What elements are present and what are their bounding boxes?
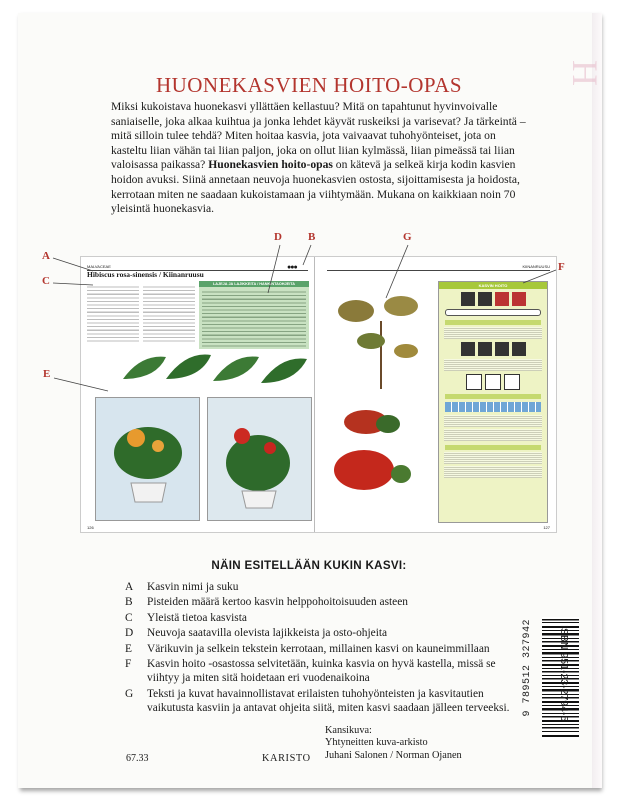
- cover-credits: [325, 725, 462, 762]
- callout-d: D: [274, 231, 282, 243]
- legend-heading: NÄIN ESITELLÄÄN KUKIN KASVI:: [211, 559, 407, 572]
- callout-lines: [18, 13, 600, 573]
- legend-item: C Yleistä tietoa kasvista: [125, 611, 247, 624]
- callout-a: A: [42, 250, 50, 262]
- legend-item: A Kasvin nimi ja suku: [125, 581, 239, 593]
- legend-item: B Pisteiden määrä kertoo kasvin helppohoitoisuuden asteen: [125, 596, 408, 609]
- page-number-left: 126: [87, 525, 94, 530]
- difficulty-dots: ●●●: [287, 263, 297, 271]
- family-label: MALVACEAE: [87, 264, 111, 269]
- intro-part-3: on kätevä ja selkeä kirja kodin kasvien hoidon avuksi. Siinä annetaan neuvoja huonekasvien ostosta, sijoittamisesta ja hoidosta, kerrotaan miten ne saadaan kukoistamaan ja viihtymään. Mukana on kaikkiaan noin 70 yleisintä huonekasvia.: [111, 158, 520, 216]
- barcode-digits: 9 789512 327942: [522, 619, 533, 717]
- callout-g: G: [403, 231, 412, 243]
- callout-b: B: [308, 231, 316, 243]
- intro-part-1: Miksi kukoistava huonekasvi yllättäen kellastuu? Mitä on tapahtunut hyvinvoivalle saniaiselle, joka alkaa kuihtua ja jonka lehdet käyvät ruskeiksi ja varisevat? Ja tärkeintä – mitä silloin tulee tehdä? Miten hoitaa kasvia, jota vaivaavat tuhohyönteiset, jota on kasteltu liian vähän tai liian paljon, joka on ollut liian kylmässä, liian pimeässä tai liian valoisassa paikassa?: [111, 100, 526, 172]
- page-number-right: 127: [543, 525, 550, 530]
- legend-item: F Kasvin hoito -osastossa selvitetään, kuinka kasvia on hyvä kastella, missä se viihtyy ja miten sitä hoidetaan eri vuodenaikoina: [125, 658, 496, 685]
- legend-list: [125, 581, 520, 717]
- publisher-name: KARISTO: [262, 753, 311, 764]
- intro-part-2-bold: Huonekasvien hoito-opas: [208, 158, 333, 172]
- spine-lettering: [592, 60, 606, 760]
- legend-item: D Neuvoja saatavilla olevista lajikkeista ja osto-ohjeita: [125, 627, 388, 640]
- common-name-label: KIINANRUUSU: [522, 264, 550, 269]
- callout-c: C: [42, 275, 50, 287]
- varieties-box-title: LAJEJA JA LAJIKKEITA / HANKINTAOHJEITA: [199, 281, 309, 287]
- back-cover: [18, 13, 600, 788]
- classification-code: 67.33: [126, 753, 149, 764]
- plant-title: Hibiscus rosa-sinensis / Kiinanruusu: [87, 270, 204, 279]
- book-title: HUONEKASVIEN HOITO-OPAS: [155, 73, 463, 97]
- callout-e: E: [43, 368, 51, 380]
- isbn-number: ISBN 951-23-2794-5: [558, 625, 570, 722]
- callout-f: F: [558, 261, 565, 273]
- legend-item: E Värikuvin ja selkein tekstein kerrotaan, millainen kasvi on kauneimmillaan: [125, 642, 490, 655]
- credits-photographers: Juhani Salonen / Norman Ojanen: [325, 749, 462, 761]
- legend-item: G Teksti ja kuvat havainnollistavat erilaisten tuhohyönteisten ja kasvitautien vaikutusta kasviin ja antavat ohjeita siitä, miten kasvi saadaan jälleen terveeksi.: [125, 687, 510, 714]
- credits-heading: Kansikuva:: [325, 725, 372, 736]
- care-box-title: KASVIN HOITO: [439, 282, 547, 289]
- credits-archive: Yhtyneitten kuva-arkisto: [325, 737, 428, 749]
